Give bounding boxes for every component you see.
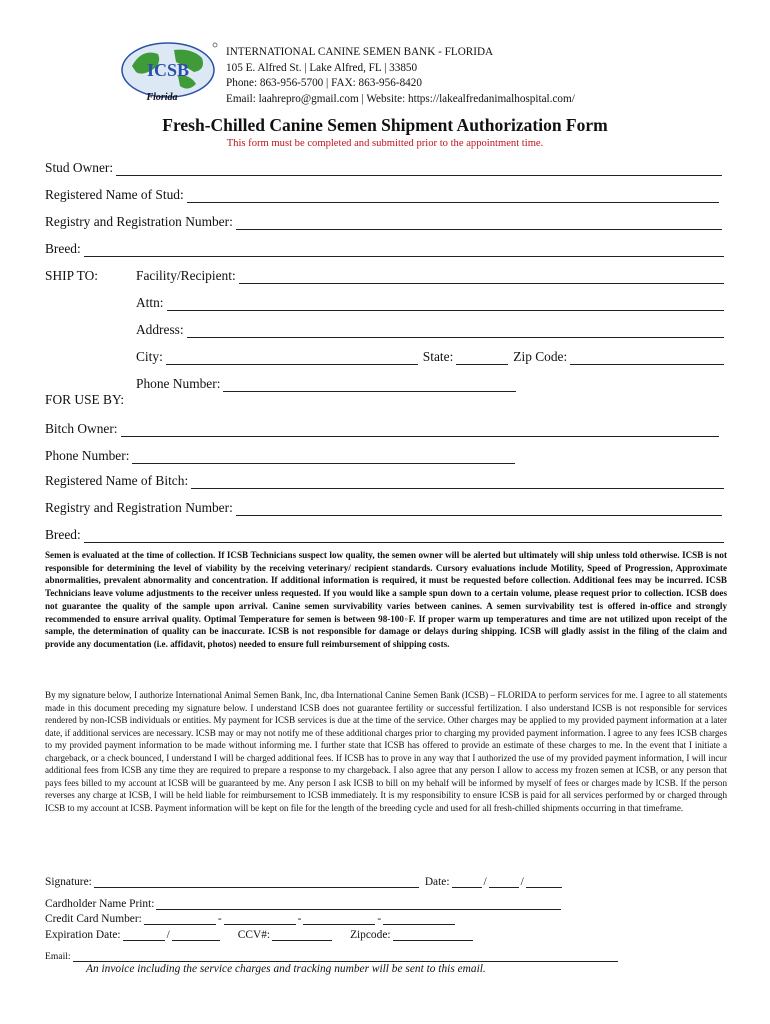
- cardholder-row: [45, 898, 563, 910]
- email-row: [45, 951, 620, 962]
- state-label: State:: [422, 349, 454, 364]
- ship-to-heading: [45, 268, 98, 284]
- facility-row: [136, 268, 724, 284]
- city-field[interactable]: [166, 351, 418, 365]
- exp-sep: /: [166, 929, 170, 941]
- bitch-registry-field[interactable]: [236, 502, 722, 516]
- stud-owner-field[interactable]: [116, 162, 722, 176]
- stud-name-row: [45, 187, 719, 203]
- org-phone-fax: Phone: 863-956-5700 | FAX: 863-956-8420: [226, 77, 422, 90]
- signature-label: Signature:: [45, 876, 92, 888]
- stud-registry-field[interactable]: [236, 216, 722, 230]
- address-field[interactable]: [187, 324, 724, 338]
- date-year-field[interactable]: [526, 876, 562, 888]
- zipcode-field[interactable]: [393, 929, 473, 941]
- stud-breed-label: Breed:: [45, 241, 81, 256]
- bitch-phone-row: [45, 448, 515, 464]
- stud-name-field[interactable]: [187, 189, 719, 203]
- city-label: City:: [136, 349, 163, 364]
- for-use-by-label: FOR USE BY:: [45, 392, 125, 407]
- bitch-phone-label: Phone Number:: [45, 448, 130, 463]
- email-label: Email:: [45, 951, 71, 962]
- org-name: INTERNATIONAL CANINE SEMEN BANK - FLORIDA: [226, 46, 494, 58]
- bitch-breed-label: Breed:: [45, 527, 81, 542]
- expiration-label: Expiration Date:: [45, 929, 121, 941]
- bitch-phone-field[interactable]: [132, 450, 515, 464]
- bitch-registry-row: [45, 500, 722, 516]
- signature-row: [45, 876, 564, 888]
- org-address: 105 E. Alfred St. | Lake Alfred, FL | 33850: [226, 61, 418, 74]
- bitch-owner-field[interactable]: [121, 423, 719, 437]
- email-field[interactable]: [73, 952, 618, 962]
- org-email-web: Email: laahrepro@gmail.com | Website: https://lakealfredanimalhospital.com/: [226, 92, 575, 105]
- card-dash-1: -: [217, 913, 222, 925]
- zipcode-label: Zipcode:: [350, 929, 391, 941]
- cvv-label: CCV#:: [237, 929, 271, 941]
- bitch-owner-label: Bitch Owner:: [45, 421, 118, 436]
- cardholder-label: Cardholder Name Print:: [45, 898, 155, 910]
- cvv-field[interactable]: [272, 929, 332, 941]
- invoice-note: An invoice including the service charges and tracking number will be sent to this email.: [86, 963, 486, 975]
- signature-field[interactable]: [94, 876, 419, 888]
- ship-phone-field[interactable]: [223, 378, 516, 392]
- ship-phone-label: Phone Number:: [136, 376, 221, 391]
- exp-month-field[interactable]: [123, 929, 165, 941]
- card-part-3[interactable]: [303, 913, 375, 925]
- card-part-1[interactable]: [144, 913, 216, 925]
- attn-label: Attn:: [136, 295, 164, 310]
- logo-state-text: Florida: [146, 92, 178, 103]
- for-use-by-heading: [45, 392, 124, 408]
- stud-owner-row: [45, 160, 722, 176]
- bitch-name-field[interactable]: [191, 475, 724, 489]
- bitch-registry-label: Registry and Registration Number:: [45, 500, 233, 515]
- org-header: [226, 45, 575, 107]
- card-number-label: Credit Card Number:: [45, 913, 142, 925]
- authorization-paragraph: By my signature below, I authorize International Animal Semen Bank, Inc, dba International Canine Semen Bank (ICSB) – FLORIDA to perform services for me. I agree to all statements made in this document preceding my signature below. I understand ICSB does not guarantee fertility or successful fertilization. I also understand ICSB is not responsible for services rendered by non-ICSB individuals or entities. My payment for ICSB services is due at the time of the service. Other charges may be applied to my provided payment information at a later date, if additional services are necessary. ICSB may or may not notify me of these additional charges prior to charging my provided payment information. I agree to any fees ICSB charges to my provided payment information to be made without informing me. I further state that ICSB has offered to provide an estimate of these charges to me. In the event that I initiate a chargeback, or a check bounced, I understand I will be charged additional fees. If ICSB has to prove in any way that I authorized the use of my provided payment information, I will incur additional fees from ICSB any time they are required to prepare a response to my chargeback. I also agree that any person I allow to access my frozen semen at ICSB, or any person that pays fees billed to my account at ICSB will be guaranteed by me. Any person I ask ICSB to bill on my behalf will be informed by myself of fees or charges made by ICSB. If the person reverses any charge at ICSB, I will be held liable for reimbursement to ICSB immediately. It is my responsibility to ensure ICSB is paid for all services performed by or charged through ICSB to my account at ICSB. Payment information will be kept on file for the length of the breeding cycle and used for all fresh-chilled shipments occurring in that timeframe.: [45, 690, 727, 813]
- date-sep-1: /: [483, 876, 487, 888]
- stud-name-label: Registered Name of Stud:: [45, 187, 184, 202]
- date-label: Date:: [424, 876, 450, 888]
- zip-field[interactable]: [570, 351, 724, 365]
- stud-owner-label: Stud Owner:: [45, 160, 114, 175]
- date-day-field[interactable]: [489, 876, 519, 888]
- form-title: Fresh-Chilled Canine Semen Shipment Authorization Form: [162, 115, 608, 135]
- stud-breed-field[interactable]: [84, 243, 724, 257]
- cardholder-field[interactable]: [156, 898, 561, 910]
- exp-year-field[interactable]: [172, 929, 220, 941]
- facility-field[interactable]: [239, 270, 724, 284]
- ship-phone-row: [136, 376, 516, 392]
- facility-label: Facility/Recipient:: [136, 268, 236, 283]
- address-label: Address:: [136, 322, 184, 337]
- date-sep-2: /: [520, 876, 524, 888]
- expiration-row: [45, 929, 475, 941]
- bitch-name-row: [45, 473, 724, 489]
- attn-field[interactable]: [167, 297, 724, 311]
- stud-registry-label: Registry and Registration Number:: [45, 214, 233, 229]
- card-part-2[interactable]: [224, 913, 296, 925]
- address-row: [136, 322, 724, 338]
- bitch-breed-field[interactable]: [84, 529, 724, 543]
- card-dash-3: -: [377, 913, 382, 925]
- date-month-field[interactable]: [452, 876, 482, 888]
- attn-row: [136, 295, 724, 311]
- ship-to-label: SHIP TO:: [45, 268, 98, 283]
- city-state-zip-row: [136, 349, 724, 365]
- bitch-name-label: Registered Name of Bitch:: [45, 473, 189, 488]
- semen-notice-paragraph: Semen is evaluated at the time of collection. If ICSB Technicians suspect low quality, the semen owner will be alerted but ultimately will ship unless told otherwise. ICSB is not responsible for determining the level of viability by the receiving veterinary/ recipient standards. Cursory evaluations include Motility, Speed of Progression, Approximate abnormalities, prevalent abnormality and concentration. If additional information is required, it must be requested before collection. Additional fees may be incurred. ICSB Technicians leave volume adjustments to the receiver unless requested. If you would like a sample spun down to a certain volume, please request prior to collection. ICSB does not guarantee the quality of the sample upon arrival. Canine semen survivability varies between canines. A semen survivability test is offered in-office and strongly recommended to ensure arrival quality. Optimal Temperature for semen is between 98-100◦F. If proper warm up temperatures and time are not utilized upon receipt of the sample, the determination of quality can be inaccurate. ICSB is not responsible for damage or delays during shipping. ICSB will gladly assist in the filing of the claim and provide any documentation (i.e. affidavit, photos) needed to ensure full reimbursement of shipping costs.: [45, 550, 727, 649]
- bitch-breed-row: [45, 527, 724, 543]
- card-dash-2: -: [297, 913, 302, 925]
- card-number-row: [45, 913, 457, 925]
- stud-breed-row: [45, 241, 724, 257]
- bitch-owner-row: [45, 421, 719, 437]
- zip-label: Zip Code:: [513, 349, 568, 364]
- form-subtitle: This form must be completed and submitted prior to the appointment time.: [226, 138, 544, 149]
- state-field[interactable]: [456, 351, 508, 365]
- card-part-4[interactable]: [383, 913, 455, 925]
- logo-text: ICSB: [146, 60, 190, 80]
- icsb-logo: [118, 40, 222, 104]
- stud-registry-row: [45, 214, 722, 230]
